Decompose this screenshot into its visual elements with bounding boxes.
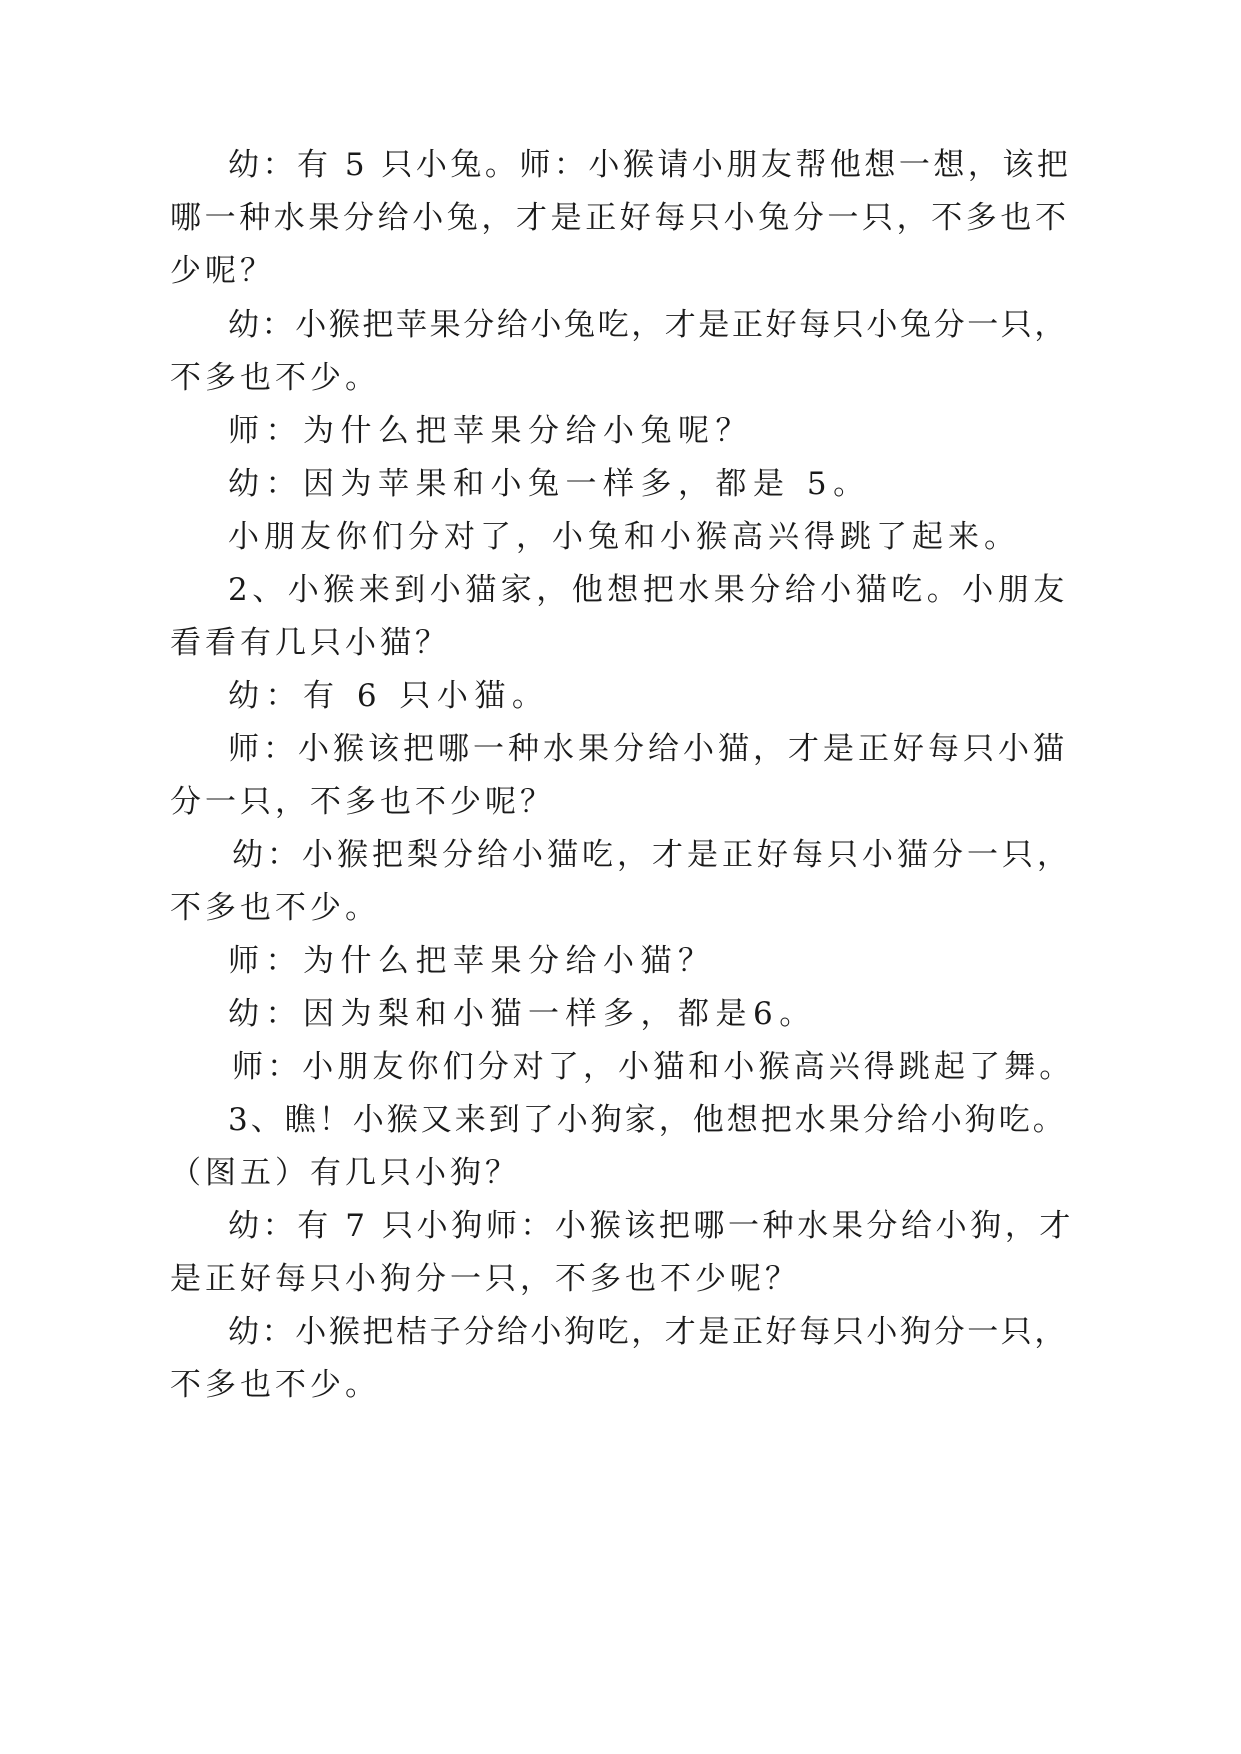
text-line-10: 看看有几只小猫？ (170, 625, 450, 661)
text-line-21: 幼：有 7 只小狗师：小猴该把哪一种水果分给小狗，才 (228, 1208, 1075, 1244)
text-line-14: 幼：小猴把梨分给小猫吃，才是正好每只小猫分一只， (232, 837, 1072, 873)
text-line-7: 幼：因为苹果和小兔一样多，都是 5。 (228, 466, 871, 502)
text-line-18: 师：小朋友你们分对了，小猫和小猴高兴得跳起了舞。 (232, 1049, 1075, 1085)
text-line-16: 师：为什么把苹果分给小猫？ (228, 943, 716, 979)
text-line-12: 师：小猴该把哪一种水果分给小猫，才是正好每只小猫 (228, 731, 1068, 767)
text-line-24: 不多也不少。 (170, 1367, 380, 1403)
text-line-6: 师：为什么把苹果分给小兔呢？ (228, 413, 753, 449)
text-line-1: 幼：有 5 只小兔。师：小猴请小朋友帮他想一想，该把 (228, 147, 1072, 183)
text-line-2: 哪一种水果分给小兔，才是正好每只小兔分一只，不多也不 (170, 200, 1070, 236)
text-line-3: 少呢？ (170, 253, 275, 289)
text-line-22: 是正好每只小狗分一只，不多也不少呢？ (170, 1261, 800, 1297)
text-line-9: 2、小猴来到小猫家，他想把水果分给小猫吃。小朋友 (228, 572, 1069, 608)
text-line-19: 3、瞧！小猴又来到了小狗家，他想把水果分给小狗吃。 (228, 1102, 1067, 1138)
text-line-23: 幼：小猴把桔子分给小狗吃，才是正好每只小狗分一只， (228, 1314, 1068, 1350)
text-line-11: 幼：有 6 只小猫。 (228, 678, 550, 714)
text-line-20: （图五）有几只小狗？ (170, 1155, 520, 1191)
text-line-8: 小朋友你们分对了，小兔和小猴高兴得跳了起来。 (228, 519, 1020, 555)
text-line-13: 分一只，不多也不少呢？ (170, 784, 555, 820)
text-line-15: 不多也不少。 (170, 890, 380, 926)
text-line-4: 幼：小猴把苹果分给小兔吃，才是正好每只小兔分一只， (228, 307, 1068, 343)
text-line-17: 幼：因为梨和小猫一样多，都是6。 (228, 996, 817, 1032)
text-line-5: 不多也不少。 (170, 360, 380, 396)
